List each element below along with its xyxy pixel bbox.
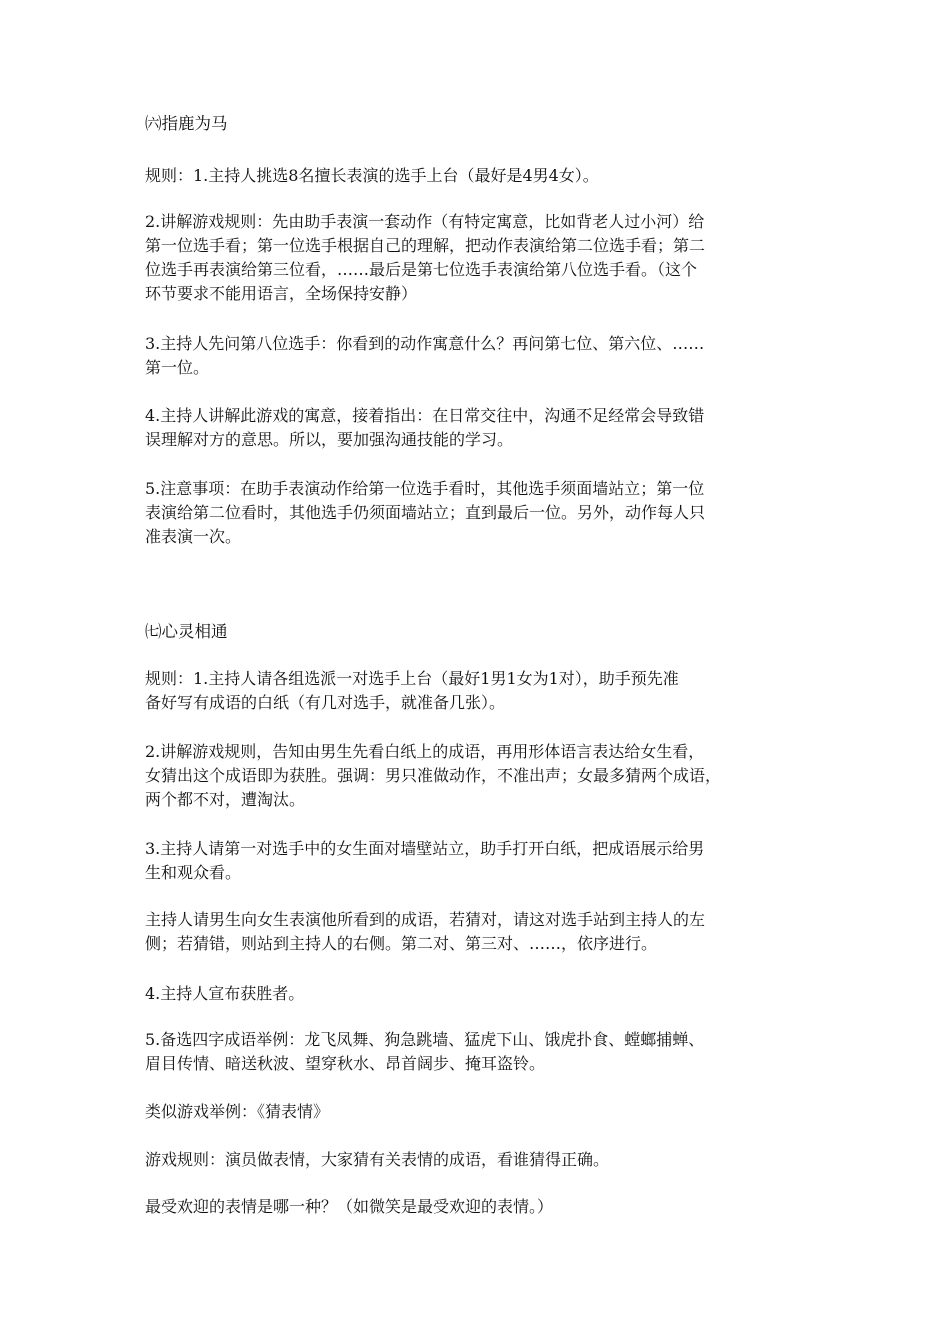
paragraph-line: 2.讲解游戏规则：先由助手表演一套动作（有特定寓意，比如背老人过小河）给 — [145, 212, 705, 231]
section-6-title: ㈥指鹿为马 — [145, 114, 228, 133]
section-7 — [145, 620, 815, 644]
paragraph-line: 3.主持人请第一对选手中的女生面对墙壁站立，助手打开白纸，把成语展示给男 — [145, 839, 705, 858]
section-7-rule-3 — [145, 837, 815, 885]
section-6 — [145, 112, 815, 136]
paragraph-line: 第一位。 — [145, 358, 210, 377]
paragraph-line: 主持人请男生向女生表演他所看到的成语，若猜对，请这对选手站到主持人的左 — [145, 910, 706, 929]
similar-game — [145, 1100, 815, 1124]
section-7-rule-1 — [145, 667, 815, 715]
paragraph-line: 类似游戏举例：《猜表情》 — [145, 1102, 330, 1121]
paragraph-line: 游戏规则：演员做表情，大家猜有关表情的成语，看谁猜得正确。 — [145, 1150, 610, 1169]
paragraph-line: 误理解对方的意思。所以，要加强沟通技能的学习。 — [145, 430, 514, 449]
paragraph-line: 5.注意事项：在助手表演动作给第一位选手看时，其他选手须面墙站立；第一位 — [145, 479, 705, 498]
paragraph-line: 最受欢迎的表情是哪一种？（如微笑是最受欢迎的表情。） — [145, 1197, 554, 1216]
section-7-title: ㈦心灵相通 — [145, 622, 228, 641]
paragraph-line: 生和观众看。 — [145, 863, 242, 882]
paragraph-line: 规则：1.主持人挑选8名擅长表演的选手上台（最好是4男4女）。 — [145, 166, 599, 185]
section-7-rule-4 — [145, 982, 815, 1006]
section-6-rule-5 — [145, 477, 815, 549]
paragraph-line: 备好写有成语的白纸（有几对选手，就准备几张）。 — [145, 693, 506, 712]
paragraph-line: 4.主持人讲解此游戏的寓意，接着指出：在日常交往中，沟通不足经常会导致错 — [145, 406, 705, 425]
paragraph-line: 准表演一次。 — [145, 527, 242, 546]
paragraph-line: 3.主持人先问第八位选手：你看到的动作寓意什么？再问第七位、第六位、…… — [145, 334, 705, 353]
paragraph-line: 环节要求不能用语言，全场保持安静） — [145, 284, 418, 303]
paragraph-line: 侧；若猜错，则站到主持人的右侧。第二对、第三对、……，依序进行。 — [145, 934, 658, 953]
paragraph-line: 眉目传情、暗送秋波、望穿秋水、昂首阔步、掩耳盗铃。 — [145, 1054, 546, 1073]
game-rule — [145, 1148, 815, 1172]
paragraph-line: 表演给第二位看时，其他选手仍须面墙站立；直到最后一位。另外，动作每人只 — [145, 503, 706, 522]
section-7-host-note — [145, 908, 815, 956]
section-6-rule-4 — [145, 404, 815, 452]
paragraph-line: 女猜出这个成语即为获胜。强调：男只准做动作，不准出声；女最多猜两个成语， — [145, 766, 722, 785]
section-6-rule-2 — [145, 210, 815, 306]
paragraph-line: 两个都不对，遭淘汰。 — [145, 790, 306, 809]
favorite-expression — [145, 1195, 815, 1219]
section-7-rule-5 — [145, 1028, 815, 1076]
section-6-rule-3 — [145, 332, 815, 380]
paragraph-line: 5.备选四字成语举例：龙飞凤舞、狗急跳墙、猛虎下山、饿虎扑食、螳螂捕蝉、 — [145, 1030, 705, 1049]
paragraph-line: 位选手再表演给第三位看，……最后是第七位选手表演给第八位选手看。（这个 — [145, 260, 698, 279]
paragraph-line: 2.讲解游戏规则，告知由男生先看白纸上的成语，再用形体语言表达给女生看， — [145, 742, 705, 761]
section-6-rule-1 — [145, 164, 815, 188]
paragraph-line: 第一位选手看；第一位选手根据自己的理解，把动作表演给第二位选手看；第二 — [145, 236, 706, 255]
section-7-rule-2 — [145, 740, 815, 812]
paragraph-line: 规则：1.主持人请各组选派一对选手上台（最好1男1女为1对），助手预先准 — [145, 669, 679, 688]
paragraph-line: 4.主持人宣布获胜者。 — [145, 984, 305, 1003]
